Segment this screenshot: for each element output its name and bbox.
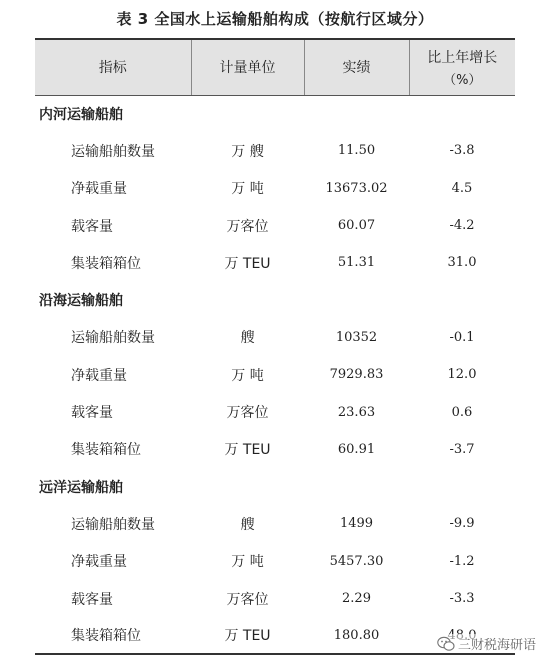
row-growth: -1.2	[449, 553, 475, 569]
header-yoy-label: 比上年增长	[427, 49, 498, 66]
row-growth: 0.6	[451, 404, 473, 420]
row-unit: 万 吨	[231, 554, 264, 571]
table-row	[35, 356, 515, 393]
section-row	[35, 281, 515, 318]
row-label: 集装箱箱位	[71, 255, 141, 272]
row-value: 10352	[335, 329, 378, 345]
section-title: 远洋运输船舶	[39, 479, 123, 496]
row-unit: 万 TEU	[191, 617, 304, 654]
row-label: 运输船舶数量	[71, 143, 155, 160]
table-row	[35, 319, 515, 356]
header-yoy-unit: （%）	[443, 72, 482, 88]
row-growth: -4.2	[449, 218, 475, 234]
row-unit: 万 吨	[231, 367, 264, 384]
row-unit: 万 吨	[231, 181, 264, 198]
row-value: 23.63	[337, 404, 376, 420]
row-growth: -9.9	[449, 516, 475, 532]
row-value: 7929.83	[329, 367, 384, 383]
row-value: 13673.02	[325, 180, 388, 196]
section-row	[35, 95, 515, 132]
section-title: 沿海运输船舶	[39, 293, 123, 310]
watermark	[437, 634, 536, 653]
row-label: 运输船舶数量	[71, 516, 155, 533]
table-title: 表 3 全国水上运输船舶构成（按航行区域分）	[116, 10, 434, 28]
row-unit: 万 艘	[231, 143, 264, 160]
row-value: 1499	[339, 516, 374, 532]
section-title: 内河运输船舶	[39, 106, 123, 123]
table-row	[35, 580, 515, 617]
row-value: 51.31	[337, 255, 376, 271]
table-row	[35, 132, 515, 169]
row-label: 净载重量	[71, 181, 127, 198]
row-unit: 万 TEU	[224, 255, 271, 272]
row-growth: -3.8	[449, 143, 475, 159]
row-label: 载客量	[71, 591, 113, 608]
row-label: 集装箱箱位	[71, 442, 141, 459]
row-growth: 4.5	[451, 180, 473, 196]
table-row	[35, 505, 515, 542]
row-value: 60.07	[337, 218, 376, 234]
row-unit: 万客位	[226, 218, 269, 235]
row-label: 载客量	[71, 218, 113, 235]
row-value: 2.29	[342, 591, 371, 606]
row-unit: 万 TEU	[224, 442, 271, 459]
table-header-row	[35, 39, 515, 95]
row-label: 净载重量	[71, 367, 127, 384]
watermark-text: 三财税海研语	[457, 638, 536, 653]
wechat-icon	[437, 636, 455, 652]
table-row	[35, 244, 515, 281]
header-actual: 实绩	[304, 39, 409, 95]
row-growth: -3.3	[449, 591, 475, 606]
header-indicator: 指标	[35, 39, 191, 95]
header-unit: 计量单位	[191, 39, 304, 95]
row-growth: -3.7	[449, 441, 475, 457]
row-growth: 31.0	[447, 255, 477, 271]
table-row	[35, 207, 515, 244]
row-label: 净载重量	[71, 554, 127, 571]
row-value: 5457.30	[329, 553, 384, 569]
table-row	[35, 543, 515, 580]
row-growth: 12.0	[447, 367, 477, 383]
ship-composition-table	[35, 38, 515, 655]
row-value: 60.91	[337, 441, 376, 457]
header-yoy-growth	[409, 39, 515, 95]
row-unit: 艘	[240, 330, 255, 347]
row-unit: 艘	[240, 516, 255, 533]
row-label: 运输船舶数量	[71, 330, 155, 347]
table-row	[35, 431, 515, 468]
row-label: 集装箱箱位	[35, 617, 191, 654]
table-row	[35, 170, 515, 207]
row-unit: 万客位	[226, 591, 269, 608]
row-unit: 万客位	[226, 405, 269, 422]
row-growth: -0.1	[449, 329, 475, 345]
row-value: 180.80	[304, 617, 409, 654]
row-label: 载客量	[71, 405, 113, 422]
section-row	[35, 468, 515, 505]
table-row	[35, 393, 515, 430]
row-value: 11.50	[337, 143, 376, 159]
